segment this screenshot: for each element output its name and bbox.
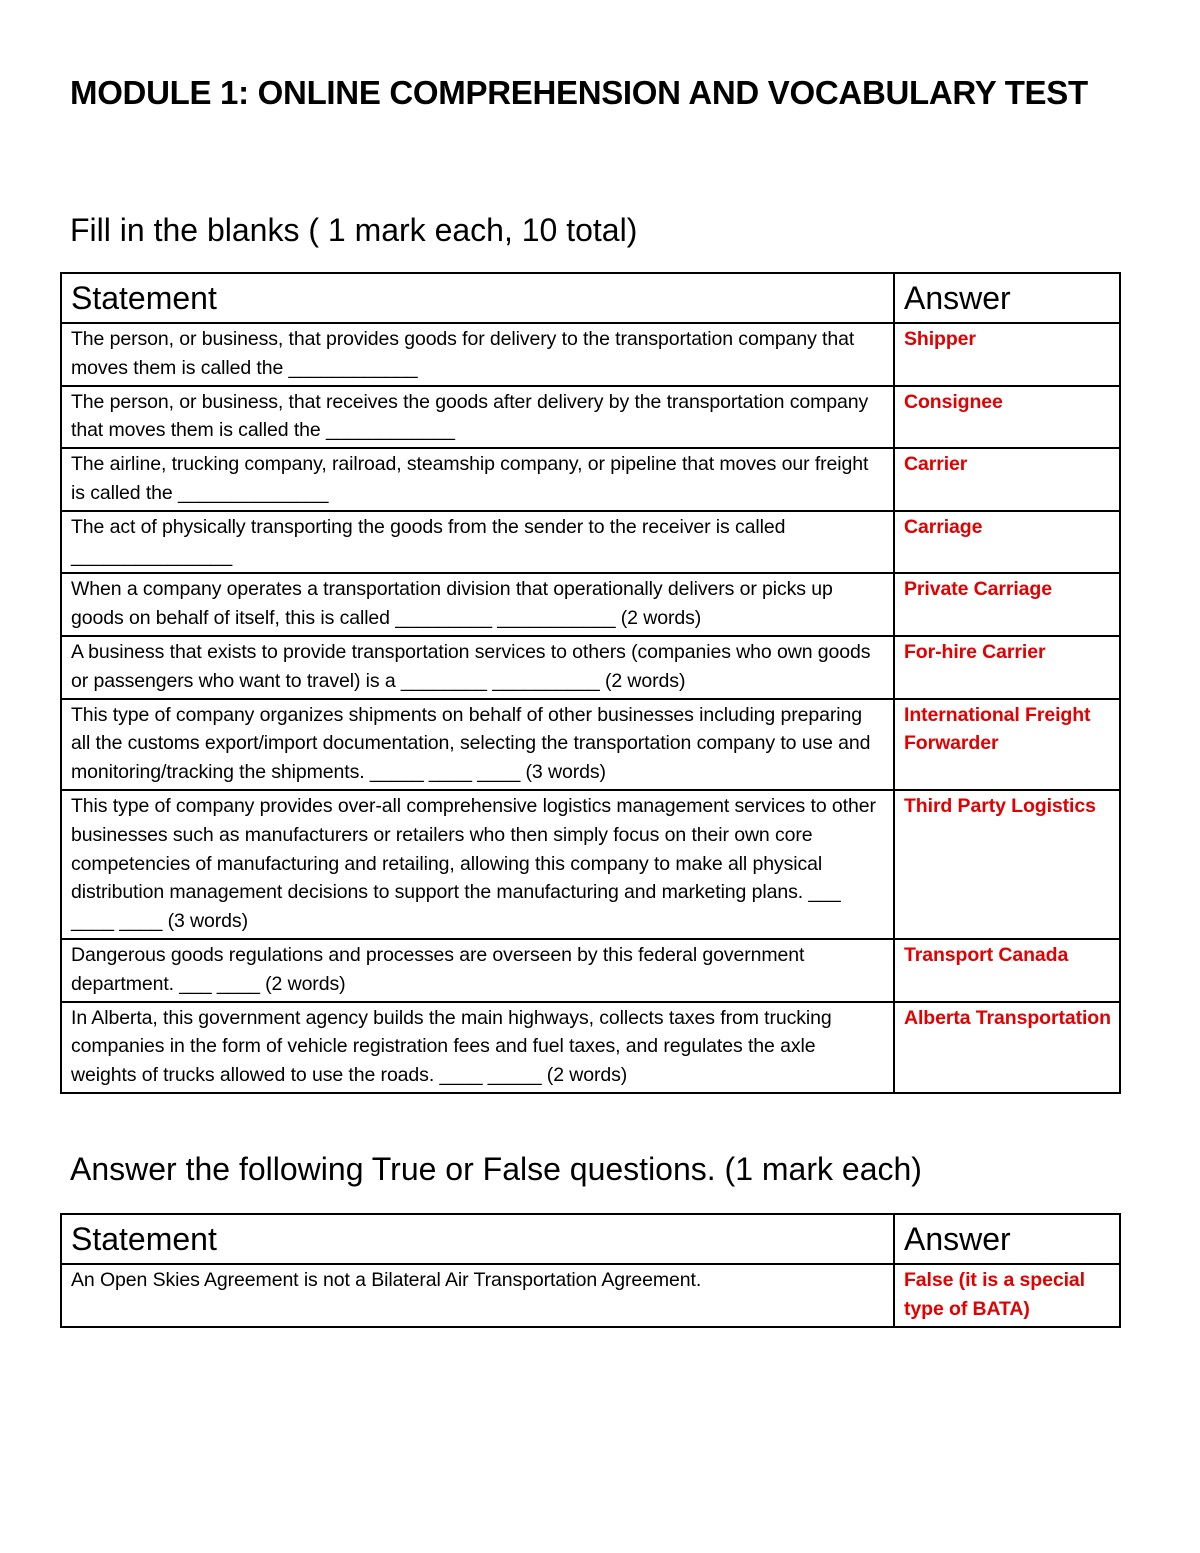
answer-cell: Carrier	[894, 448, 1120, 511]
table-row	[61, 790, 1120, 939]
table-row	[61, 1002, 1120, 1093]
table-row	[61, 323, 1120, 386]
statement-cell: Dangerous goods regulations and processes are overseen by this federal government department. ___ ____ (2 words)	[61, 939, 894, 1002]
statement-cell: The person, or business, that provides goods for delivery to the transportation company that moves them is called the ____________	[61, 323, 894, 386]
answer-cell: Transport Canada	[894, 939, 1120, 1002]
fill-in-section-heading: Fill in the blanks ( 1 mark each, 10 total)	[70, 212, 638, 248]
statement-cell: The airline, trucking company, railroad, steamship company, or pipeline that moves our freight is called the ______________	[61, 448, 894, 511]
table-row	[61, 448, 1120, 511]
statement-column-header: Statement	[61, 273, 894, 323]
answer-cell: Carriage	[894, 511, 1120, 574]
table-row	[61, 636, 1120, 699]
statement-cell: The act of physically transporting the goods from the sender to the receiver is called _______________	[61, 511, 894, 574]
table-header-row	[61, 1214, 1120, 1264]
true-false-section-heading: Answer the following True or False questions. (1 mark each)	[70, 1151, 922, 1187]
true-false-table	[60, 1213, 1121, 1328]
answer-cell: Consignee	[894, 386, 1120, 449]
table-row	[61, 573, 1120, 636]
statement-cell: This type of company organizes shipments on behalf of other businesses including preparing all the customs export/import documentation, selecting the transportation company to use and monitoring/tracking the shipments. _____ ____ ____ (3 words)	[61, 699, 894, 790]
table-row	[61, 511, 1120, 574]
table-header-row	[61, 273, 1120, 323]
statement-cell: The person, or business, that receives the goods after delivery by the transportation company that moves them is called the ____________	[61, 386, 894, 449]
table-row	[61, 939, 1120, 1002]
answer-cell: Third Party Logistics	[894, 790, 1120, 939]
statement-cell: This type of company provides over-all comprehensive logistics management services to other businesses such as manufacturers or retailers who then simply focus on their own core competencies of manufacturing and retailing, allowing this company to make all physical distribution management decisions to support the manufacturing and marketing plans. ___ ____ ____ (3 words)	[61, 790, 894, 939]
answer-column-header: Answer	[894, 273, 1120, 323]
answer-cell: Shipper	[894, 323, 1120, 386]
statement-cell: In Alberta, this government agency builds the main highways, collects taxes from trucking companies in the form of vehicle registration fees and fuel taxes, and regulates the axle weights of trucks allowed to use the roads. ____ _____ (2 words)	[61, 1002, 894, 1093]
statement-cell: An Open Skies Agreement is not a Bilateral Air Transportation Agreement.	[61, 1264, 894, 1327]
answer-cell: For-hire Carrier	[894, 636, 1120, 699]
answer-cell: International Freight Forwarder	[894, 699, 1120, 790]
statement-column-header: Statement	[61, 1214, 894, 1264]
answer-cell: False (it is a special type of BATA)	[894, 1264, 1120, 1327]
table-row	[61, 386, 1120, 449]
answer-column-header: Answer	[894, 1214, 1120, 1264]
table-row	[61, 1264, 1120, 1327]
fill-in-blanks-table	[60, 272, 1121, 1094]
table-row	[61, 699, 1120, 790]
page-title: MODULE 1: ONLINE COMPREHENSION AND VOCABULARY TEST	[70, 74, 1088, 111]
statement-cell: A business that exists to provide transportation services to others (companies who own goods or passengers who want to travel) is a ________ __________ (2 words)	[61, 636, 894, 699]
answer-cell: Private Carriage	[894, 573, 1120, 636]
statement-cell: When a company operates a transportation division that operationally delivers or picks up goods on behalf of itself, this is called _________ ___________ (2 words)	[61, 573, 894, 636]
answer-cell: Alberta Transportation	[894, 1002, 1120, 1093]
